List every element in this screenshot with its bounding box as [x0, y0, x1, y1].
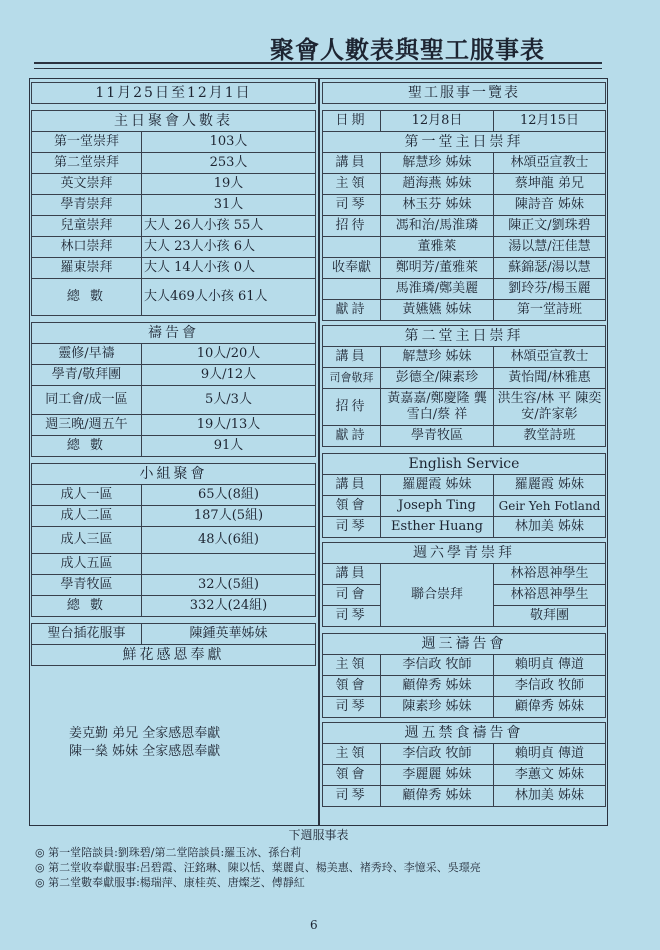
row-value: 31人: [142, 195, 316, 216]
date-range: 11月25日至12月1日: [32, 83, 316, 104]
second-service-table: [322, 325, 606, 447]
youth-service-table: [322, 542, 606, 627]
serve-date1: 羅麗霞 姊妹: [381, 475, 494, 496]
next-week-line: ◎ 第一堂陪談員:劉珠碧/第二堂陪談員:羅玉冰、孫台莉: [35, 846, 302, 859]
row-value: 大人 23人小孩 6人: [142, 237, 316, 258]
row-value: 大人469人小孩 61人: [142, 279, 316, 316]
role-label: 領會: [323, 496, 381, 517]
sunday-attendance-table: [31, 110, 316, 316]
serve-date2: 劉玲芬/楊玉麗: [494, 279, 606, 300]
serve-date2: 林加美 姊妹: [494, 786, 606, 807]
serve-date1: 鄭明芳/董雅萊: [381, 258, 494, 279]
serve-date2: 湯以慧/汪佳慧: [494, 237, 606, 258]
next-week-line: ◎ 第二堂收奉獻服事:呂碧霞、汪銘琳、陳以恬、葉麗貞、楊美惠、褚秀玲、李憶采、吳璟亮: [35, 861, 481, 874]
role-label: 收奉獻: [323, 258, 381, 279]
table-row: [323, 496, 606, 517]
row-label: 羅東崇拜: [32, 258, 142, 279]
row-label: 兒童崇拜: [32, 216, 142, 237]
table-row: [32, 153, 316, 174]
row-label: 同工會/成一區: [32, 386, 142, 415]
row-value: 19人: [142, 174, 316, 195]
row-label: 學青牧區: [32, 575, 142, 596]
title-rule-thin: [34, 68, 602, 69]
table-row: [32, 485, 316, 506]
serve-date2: 教堂詩班: [494, 426, 606, 447]
page-number: 6: [310, 918, 318, 932]
table-row: [323, 697, 606, 718]
role-label: 領會: [323, 676, 381, 697]
table-row: [323, 475, 606, 496]
prayer-table: [31, 322, 316, 457]
row-label: 總 數: [32, 279, 142, 316]
role-label: [323, 237, 381, 258]
serve-date1: 陳素珍 姊妹: [381, 697, 494, 718]
row-value: 大人 14人小孩 0人: [142, 258, 316, 279]
role-label: 講員: [323, 475, 381, 496]
role-label: 司會敬拜: [323, 368, 381, 389]
serve-date1: 林玉芬 姊妹: [381, 195, 494, 216]
flower-donation-line: 姜克勤 弟兄 全家感恩奉獻: [69, 726, 221, 741]
role-label: 招待: [323, 216, 381, 237]
row-label: 林口崇拜: [32, 237, 142, 258]
table-row: [32, 258, 316, 279]
row-value: 10人/20人: [142, 344, 316, 365]
serve-date2: 林加美 姊妹: [494, 517, 606, 538]
row-label: 成人二區: [32, 506, 142, 527]
flowers-header: 鮮花感恩奉獻: [32, 645, 316, 666]
serve-date2: 洪生容/林 平 陳奕安/許家彰: [494, 389, 606, 426]
table-row: [323, 300, 606, 321]
table-row: [323, 426, 606, 447]
role-label: 司琴: [323, 517, 381, 538]
serve-date2: 黃怡聞/林雅惠: [494, 368, 606, 389]
serve-date2: 林裕恩神學生: [494, 564, 606, 585]
role-label: 司琴: [323, 606, 381, 627]
row-value: 103人: [142, 132, 316, 153]
table-row: [323, 389, 606, 426]
first-service-table: [322, 110, 606, 321]
row-label: 聖台插花服事: [32, 624, 142, 645]
serve-date2: 李蕙文 姊妹: [494, 765, 606, 786]
table-row: [32, 279, 316, 316]
group-table: [31, 463, 316, 617]
row-label: 總 數: [32, 436, 142, 457]
role-label: 招待: [323, 389, 381, 426]
serve-date2: 顧偉秀 姊妹: [494, 697, 606, 718]
serve-date1: 顧偉秀 姊妹: [381, 786, 494, 807]
row-value: 332人(24組): [142, 596, 316, 617]
role-label: 獻詩: [323, 300, 381, 321]
row-label: 成人一區: [32, 485, 142, 506]
service-header: 聖工服事一覽表: [323, 83, 606, 104]
serve-date1: 馮和治/馬淮璘: [381, 216, 494, 237]
attendance-column: [31, 82, 316, 666]
table-row: [323, 237, 606, 258]
serve-date2: 賴明貞 傳道: [494, 744, 606, 765]
role-label: 主領: [323, 174, 381, 195]
table-row: [32, 554, 316, 575]
role-label: 司會: [323, 585, 381, 606]
table-row: [323, 676, 606, 697]
next-week-line: ◎ 第二堂數奉獻服事:楊瑞萍、康桂英、唐燦芝、傅靜紅: [35, 876, 305, 889]
row-value: 9人/12人: [142, 365, 316, 386]
table-row: [32, 216, 316, 237]
column-divider: [318, 78, 320, 826]
english-service-table: [322, 453, 606, 538]
table-row: [323, 174, 606, 195]
serve-date1: 李信政 牧師: [381, 744, 494, 765]
row-label: 學青崇拜: [32, 195, 142, 216]
row-label: 成人三區: [32, 527, 142, 554]
table-row: [323, 216, 606, 237]
serve-date1: Esther Huang: [381, 517, 494, 538]
table-row: [32, 506, 316, 527]
row-value: 大人 26人小孩 55人: [142, 216, 316, 237]
serve-date2: 林頌亞宣教士: [494, 153, 606, 174]
role-label: 講員: [323, 347, 381, 368]
role-label: 領會: [323, 765, 381, 786]
table-row: [323, 258, 606, 279]
row-value: [142, 554, 316, 575]
row-value: 32人(5組): [142, 575, 316, 596]
table-row: [323, 744, 606, 765]
date-label: 日期: [323, 111, 381, 132]
table-row: [32, 195, 316, 216]
table-row: [323, 279, 606, 300]
row-value: 陳鍾英華姊妹: [142, 624, 316, 645]
table-row: [32, 436, 316, 457]
flower-donation-line: 陳一燊 姊妹 全家感恩奉獻: [69, 744, 221, 759]
serve-date1: 趙海燕 姊妹: [381, 174, 494, 195]
table-row: [323, 765, 606, 786]
serve-date1: 解慧珍 姊妹: [381, 347, 494, 368]
serve-date1: 彭德全/陳素珍: [381, 368, 494, 389]
role-label: 講員: [323, 564, 381, 585]
table-row: [32, 527, 316, 554]
row-label: 週三晚/週五午: [32, 415, 142, 436]
table-row: [32, 386, 316, 415]
serve-date1: 黃嬿嬿 姊妹: [381, 300, 494, 321]
title-rule: [34, 62, 602, 64]
table-row: [32, 344, 316, 365]
serve-date1: 解慧珍 姊妹: [381, 153, 494, 174]
table-row: [323, 517, 606, 538]
serve-date2: 賴明貞 傳道: [494, 655, 606, 676]
second-service-header: 第二堂主日崇拜: [323, 326, 606, 347]
role-label: 獻詩: [323, 426, 381, 447]
date-range-table: [31, 82, 316, 104]
role-label: 主領: [323, 655, 381, 676]
serve-date1: 李麗麗 姊妹: [381, 765, 494, 786]
table-row: [32, 132, 316, 153]
row-value: 91人: [142, 436, 316, 457]
wednesday-prayer-table: [322, 633, 606, 718]
table-row: [323, 564, 606, 585]
row-label: 第二堂崇拜: [32, 153, 142, 174]
wednesday-prayer-header: 週三禱告會: [323, 634, 606, 655]
serve-date2: 林裕恩神學生: [494, 585, 606, 606]
altar-flower-table: [31, 623, 316, 666]
date-2: 12月15日: [494, 111, 606, 132]
serve-date2: 蔡坤龍 弟兄: [494, 174, 606, 195]
group-header: 小組聚會: [32, 464, 316, 485]
role-label: [323, 279, 381, 300]
serve-date1: 黃嘉嘉/鄭慶隆 龔雪白/蔡 祥: [381, 389, 494, 426]
serve-date1: 董雅萊: [381, 237, 494, 258]
serve-date2: 羅麗霞 姊妹: [494, 475, 606, 496]
service-column: [322, 82, 606, 807]
page-title: 聚會人數表與聖工服事表: [270, 35, 545, 64]
serve-date2: 李信政 牧師: [494, 676, 606, 697]
table-row: [32, 365, 316, 386]
row-value: 65人(8組): [142, 485, 316, 506]
table-row: [323, 786, 606, 807]
serve-date2: 蘇錦瑟/湯以慧: [494, 258, 606, 279]
row-label: 成人五區: [32, 554, 142, 575]
table-row: [323, 153, 606, 174]
role-label: 司琴: [323, 786, 381, 807]
table-row: [323, 655, 606, 676]
row-label: 英文崇拜: [32, 174, 142, 195]
youth-service-header: 週六學青崇拜: [323, 543, 606, 564]
next-week-service: [29, 826, 608, 890]
service-table: [322, 82, 606, 104]
serve-date2: 陳正文/劉珠碧: [494, 216, 606, 237]
joint-service: 聯合崇拜: [381, 564, 494, 627]
role-label: 講員: [323, 153, 381, 174]
serve-date2: 陳詩音 姊妹: [494, 195, 606, 216]
table-row: [323, 195, 606, 216]
row-value: 5人/3人: [142, 386, 316, 415]
row-value: 253人: [142, 153, 316, 174]
row-label: 第一堂崇拜: [32, 132, 142, 153]
table-row: [32, 415, 316, 436]
sunday-header: 主日聚會人數表: [32, 111, 316, 132]
serve-date2: 林頌亞宣教士: [494, 347, 606, 368]
serve-date1: 李信政 牧師: [381, 655, 494, 676]
role-label: 司琴: [323, 195, 381, 216]
row-label: 學青/敬拜團: [32, 365, 142, 386]
first-service-header: 第一堂主日崇拜: [323, 132, 606, 153]
table-row: [32, 575, 316, 596]
serve-date2: 敬拜團: [494, 606, 606, 627]
role-label: 司琴: [323, 697, 381, 718]
date-1: 12月8日: [381, 111, 494, 132]
role-label: 主領: [323, 744, 381, 765]
table-row: [32, 174, 316, 195]
row-label: 總 數: [32, 596, 142, 617]
flower-donations: [31, 680, 316, 826]
table-row: [323, 347, 606, 368]
english-service-header: English Service: [323, 454, 606, 475]
serve-date2: Geir Yeh Fotland: [494, 496, 606, 517]
next-week-header: 下週服事表: [288, 828, 349, 842]
friday-prayer-table: [322, 722, 606, 807]
row-value: 187人(5組): [142, 506, 316, 527]
table-row: [323, 368, 606, 389]
serve-date1: Joseph Ting: [381, 496, 494, 517]
friday-prayer-header: 週五禁食禱告會: [323, 723, 606, 744]
table-row: [32, 596, 316, 617]
serve-date2: 第一堂詩班: [494, 300, 606, 321]
serve-date1: 學青牧區: [381, 426, 494, 447]
row-value: 19人/13人: [142, 415, 316, 436]
row-value: 48人(6組): [142, 527, 316, 554]
prayer-header: 禱告會: [32, 323, 316, 344]
serve-date1: 馬淮璘/鄭美麗: [381, 279, 494, 300]
table-row: [32, 237, 316, 258]
row-label: 靈修/早禱: [32, 344, 142, 365]
serve-date1: 顧偉秀 姊妹: [381, 676, 494, 697]
